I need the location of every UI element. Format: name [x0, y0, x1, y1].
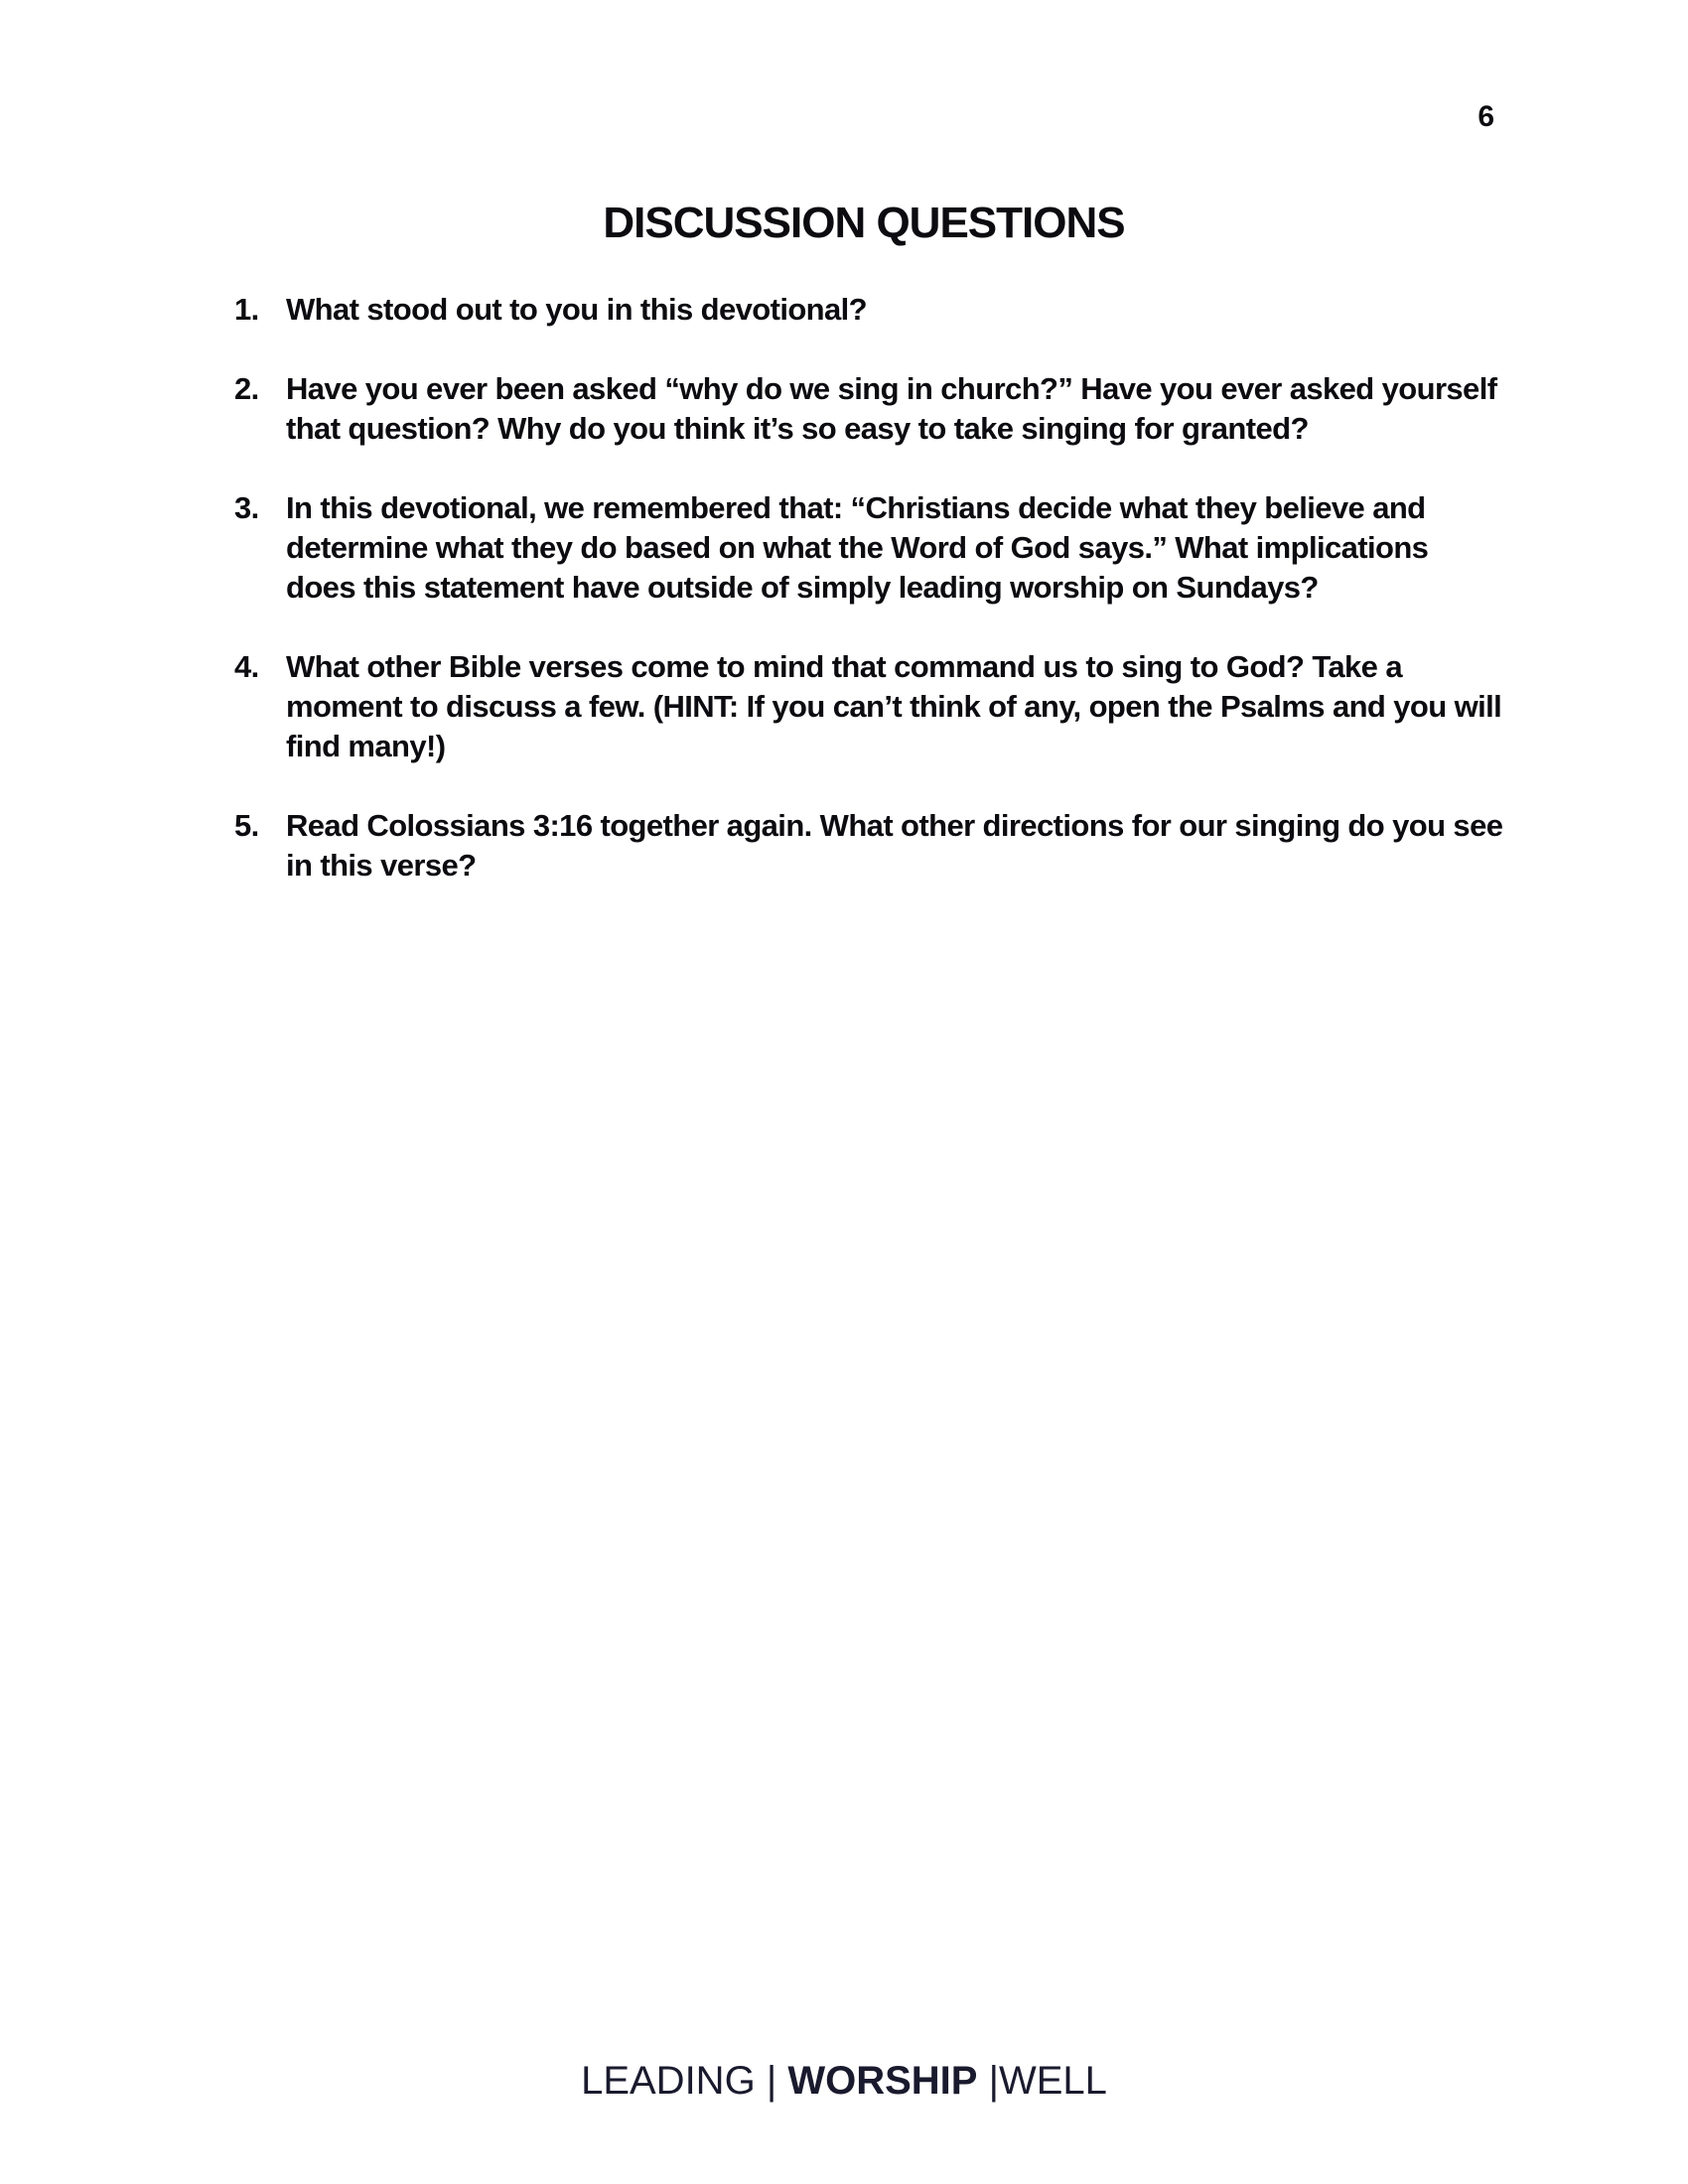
footer-word-worship: WORSHIP: [787, 2059, 978, 2103]
question-text: Read Colossians 3:16 together again. What other directions for our singing do you see in this verse?: [286, 808, 1503, 883]
page-title: DISCUSSION QUESTIONS: [603, 199, 1125, 247]
question-number: 4.: [234, 649, 259, 684]
footer-word-leading: LEADING: [581, 2059, 756, 2103]
footer-separator: |: [766, 2059, 777, 2103]
footer-separator: |: [988, 2059, 999, 2103]
question-number: 1.: [234, 292, 259, 327]
question-text: What other Bible verses come to mind that command us to sing to God? Take a moment to discuss a few. (HINT: If you can’t think of any, open the Psalms and you will find many!): [286, 649, 1502, 763]
question-text: In this devotional, we remembered that: “Christians decide what they believe and determine what they do based on what the Word of God says.” What implications does this statement have outside of simply leading worship on Sundays?: [286, 490, 1429, 605]
question-text: Have you ever been asked “why do we sing in church?” Have you ever asked yourself that question? Why do you think it’s so easy to take singing for granted?: [286, 371, 1497, 446]
question-number: 3.: [234, 490, 259, 525]
page-number: 6: [1477, 100, 1494, 133]
question-item: [234, 488, 1505, 608]
footer-brand: [0, 2057, 1688, 2105]
question-item: [234, 806, 1505, 886]
footer-word-well: WELL: [998, 2059, 1107, 2103]
question-list: [234, 290, 1505, 925]
question-number: 2.: [234, 371, 259, 406]
question-number: 5.: [234, 808, 259, 843]
question-text: What stood out to you in this devotional?: [286, 292, 868, 327]
question-item: [234, 647, 1505, 766]
question-item: [234, 369, 1505, 449]
question-item: [234, 290, 1505, 330]
